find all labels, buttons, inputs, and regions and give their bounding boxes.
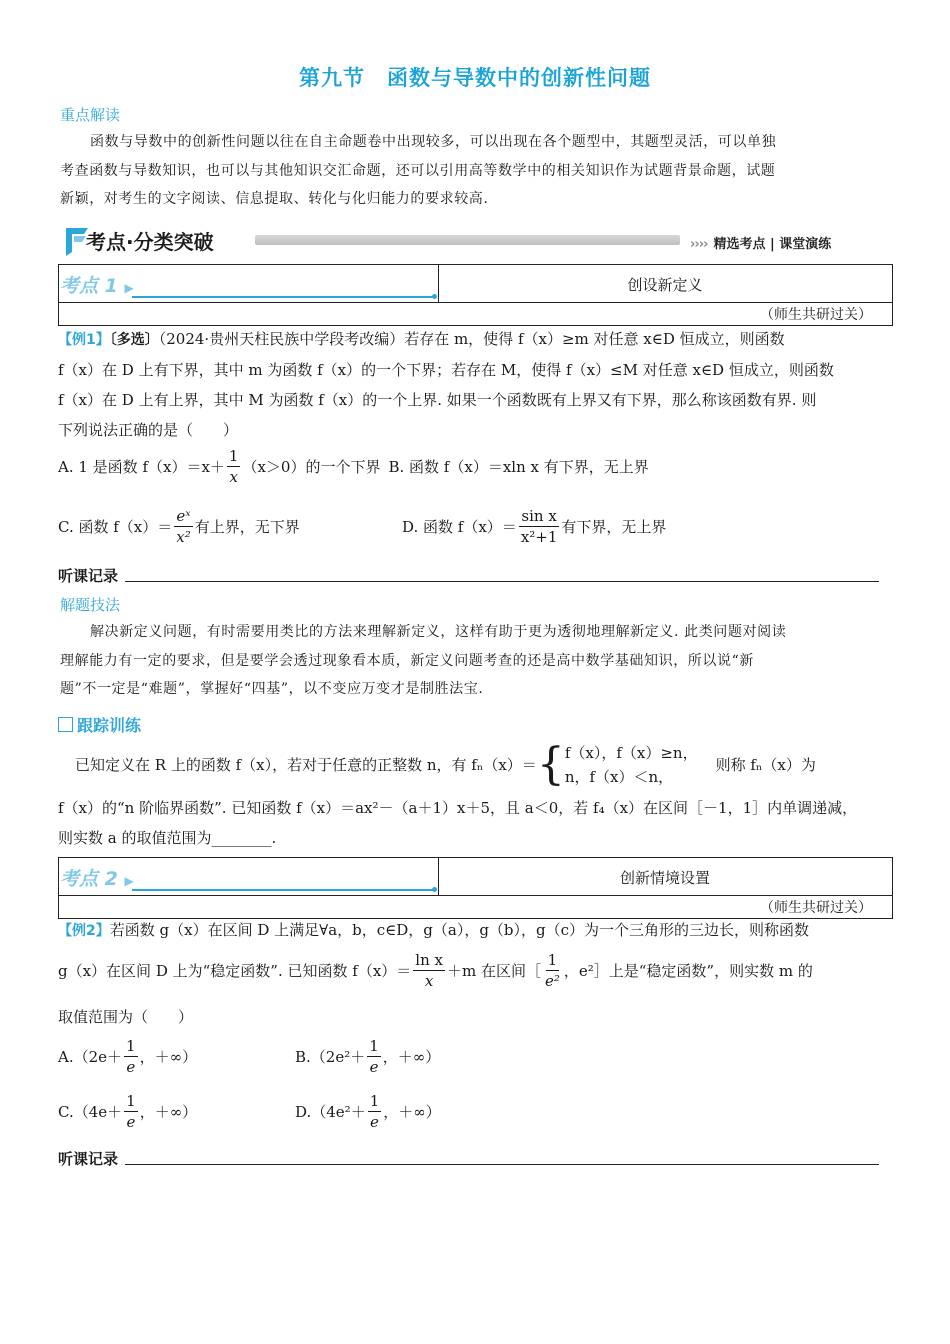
key-reading-line: 新颖，对考生的文字阅读、信息提取、转化与化归能力的要求较高. (60, 191, 489, 207)
option-c-text: C.（4e＋ (58, 1102, 123, 1121)
frac-den: e (126, 1113, 136, 1131)
key-reading-line: 函数与导数中的创新性问题以往在自主命题卷中出现较多，可以出现在各个题型中，其题型灵活，可以单独 (90, 134, 777, 150)
option-c-fraction (174, 506, 192, 547)
solving-body (60, 618, 890, 704)
track-text-post: 则称 fₙ（x）为 (715, 756, 816, 774)
option-b-text: B.（2e²＋ (295, 1047, 366, 1066)
solving-line: 理解能力有一定的要求，但是要学会透过现象看本质，新定义问题考查的还是高中数学基础知识，所以说“新 (60, 652, 754, 669)
record-label: 听课记录 (58, 567, 119, 585)
kaodian-2-label (60, 864, 134, 891)
track-body (58, 793, 898, 853)
option-d-text-post: 有下界，无上界 (561, 517, 667, 536)
example-2-text-mid: ＋m 在区间［ (446, 961, 541, 980)
kaodian-1-label (60, 271, 134, 298)
track-line: f（x）的“n 阶临界函数”. 已知函数 f（x）＝ax²－（a＋1）x＋5，且 a＜0，若 f₄（x）在区间［－1，1］内单调递减， (58, 799, 858, 817)
kaodian-2-label-text: 考点 2 (60, 868, 118, 890)
option-c-fraction (124, 1091, 138, 1132)
triangle-icon: ▶ (124, 874, 134, 888)
frac-den: x² (176, 528, 191, 546)
option-b-text-post: ，＋∞） (382, 1047, 441, 1066)
option-d-text-post: ，＋∞） (383, 1102, 441, 1121)
frac-num: 1 (547, 951, 558, 969)
example-2-option-c (58, 1091, 197, 1132)
example-1-line: （2024·贵州天柱民族中学段考改编）若存在 m，使得 f（x）≥m 对任意 x∈D 恒成立，则函数 (158, 330, 785, 348)
kaodian-2-teacher: （师生共研过关） (760, 900, 872, 916)
kaodian-1-underline (132, 296, 434, 298)
record-label: 听课记录 (58, 1150, 119, 1168)
example-2-option-d (295, 1091, 441, 1132)
example-2-line-3: 取值范围为（ ） (58, 1008, 194, 1026)
kaodian-2-divider (58, 895, 892, 896)
frac-num: sin x (521, 507, 557, 525)
banner-title (86, 226, 214, 255)
option-a-fraction (124, 1036, 138, 1077)
example-1 (58, 324, 898, 445)
banner-title-text: 考点·分类突破 (86, 230, 214, 254)
option-d-fraction (519, 506, 560, 547)
option-d-fraction (368, 1091, 382, 1132)
track-heading-text: 跟踪训练 (77, 716, 142, 735)
option-b-text: B. 函数 f（x）＝xln x 有下界，无上界 (388, 457, 649, 476)
example-2-label: 【例2】 (58, 923, 110, 939)
key-reading-body (60, 128, 890, 214)
option-a-fraction (227, 446, 241, 487)
track-line-1 (75, 741, 895, 789)
example-2-line-2 (58, 950, 898, 991)
option-a-text-post: ，＋∞） (139, 1047, 198, 1066)
example-1-option-c (58, 506, 398, 547)
option-c-text-post: 有上界，无下界 (194, 517, 300, 536)
example-2-text: g（x）在区间 D 上为“稳定函数”. 已知函数 f（x）＝ (58, 961, 412, 980)
option-c-text-post: ，＋∞） (139, 1102, 198, 1121)
frac-num: 1 (369, 1092, 380, 1110)
example-2-line-1 (58, 915, 898, 946)
track-line: 则实数 a 的取值范围为________. (58, 829, 277, 847)
kaodian-1-dot (432, 294, 437, 299)
solving-line: 解决新定义问题，有时需要用类比的方法来理解新定义，这样有助于更为透彻地理解新定义. 此类问题对阅读 (90, 624, 787, 640)
example-1-line: f（x）在 D 上有上界，其中 M 为函数 f（x）的一个上界. 如果一个函数既有上界又有下界，那么称该函数有界. 则 (58, 391, 817, 409)
track-heading (58, 713, 141, 736)
kaodian-2-dot (432, 887, 437, 892)
frac-den: e (370, 1113, 379, 1131)
frac-den: e² (544, 972, 560, 990)
example-2-fraction (413, 950, 445, 991)
example-2-text-post: ，e²］上是“稳定函数”，则实数 m 的 (563, 961, 813, 980)
kaodian-2-topic: 创新情境设置 (619, 869, 710, 887)
triangle-icon: ▶ (124, 281, 134, 295)
brace-icon: { (536, 739, 565, 790)
kaodian-1-label-text: 考点 1 (60, 275, 118, 297)
frac-den: x (229, 468, 238, 486)
frac-num: ln x (415, 951, 443, 969)
option-a-text-post: （x＞0）的一个下界 (242, 457, 381, 476)
frac-num: 1 (369, 1037, 379, 1055)
example-1-tag: 〔多选〕 (109, 332, 159, 348)
option-d-text: D. 函数 f（x）＝ (402, 517, 517, 536)
frac-den: e (126, 1058, 136, 1076)
option-b-fraction (367, 1036, 381, 1077)
example-1-option-d (402, 506, 802, 547)
example-2-option-a (58, 1036, 197, 1077)
track-case: f（x），f（x）≥n， (564, 744, 698, 762)
frac-den: e (369, 1058, 379, 1076)
example-2-line: 若函数 g（x）在区间 D 上满足∀a，b，c∈D，g（a），g（b），g（c）为一个三角形的三边长，则称函数 (109, 921, 810, 939)
kaodian-2-underline (132, 889, 434, 891)
page-title (0, 62, 950, 92)
banner-right-text: 精选考点 | 课堂演练 (713, 237, 832, 252)
solving-heading: 解题技法 (60, 596, 121, 614)
frac-den: x (424, 972, 434, 990)
kaodian-1-divider (58, 302, 892, 303)
option-d-text: D.（4e²＋ (295, 1102, 366, 1121)
example-1-line: 下列说法正确的是（ ） (58, 421, 239, 439)
banner-arrows-icon: ›››› (690, 237, 708, 252)
banner-right (690, 233, 831, 252)
example-1-options-ab (58, 446, 898, 487)
track-cases (565, 741, 698, 789)
frac-den: x²+1 (520, 528, 558, 546)
frac-num: 1 (126, 1037, 136, 1055)
frac-num: 1 (228, 447, 239, 465)
key-reading-heading: 重点解读 (60, 106, 121, 124)
key-reading-line: 考查函数与导数知识，也可以与其他知识交汇命题，还可以引用高等数学中的相关知识作为试题背景命题，试题 (60, 162, 776, 179)
frac-num: 1 (126, 1092, 136, 1110)
title-section-number: 第九节 (299, 66, 365, 90)
title-text: 函数与导数中的创新性问题 (387, 66, 651, 90)
record-line[interactable] (125, 581, 879, 582)
example-1-label: 【例1】 (58, 332, 110, 348)
solving-line: 题”不一定是“难题”，掌握好“四基”，以不变应万变才是制胜法宝. (60, 681, 484, 697)
frac-num: eˣ (176, 507, 191, 525)
track-text: 已知定义在 R 上的函数 f（x），若对于任意的正整数 n，有 fₙ（x）＝ (75, 756, 537, 774)
option-a-text: A.（2e＋ (58, 1047, 123, 1066)
option-a-text: A. 1 是函数 f（x）＝x＋ (58, 457, 225, 476)
kaodian-1-topic: 创设新定义 (627, 276, 703, 294)
track-case: n，f（x）＜n， (564, 768, 674, 786)
kaodian-1-teacher: （师生共研过关） (760, 307, 872, 323)
example-1-line: f（x）在 D 上有下界，其中 m 为函数 f（x）的一个下界；若存在 M，使得 f（x）≤M 对任意 x∈D 恒成立，则函数 (58, 361, 834, 379)
record-line[interactable] (125, 1164, 879, 1165)
banner-bar (255, 235, 680, 245)
example-2-fraction-2 (543, 950, 562, 991)
example-2-option-b (295, 1036, 440, 1077)
option-c-text: C. 函数 f（x）＝ (58, 517, 173, 536)
checkbox-icon (58, 717, 73, 732)
